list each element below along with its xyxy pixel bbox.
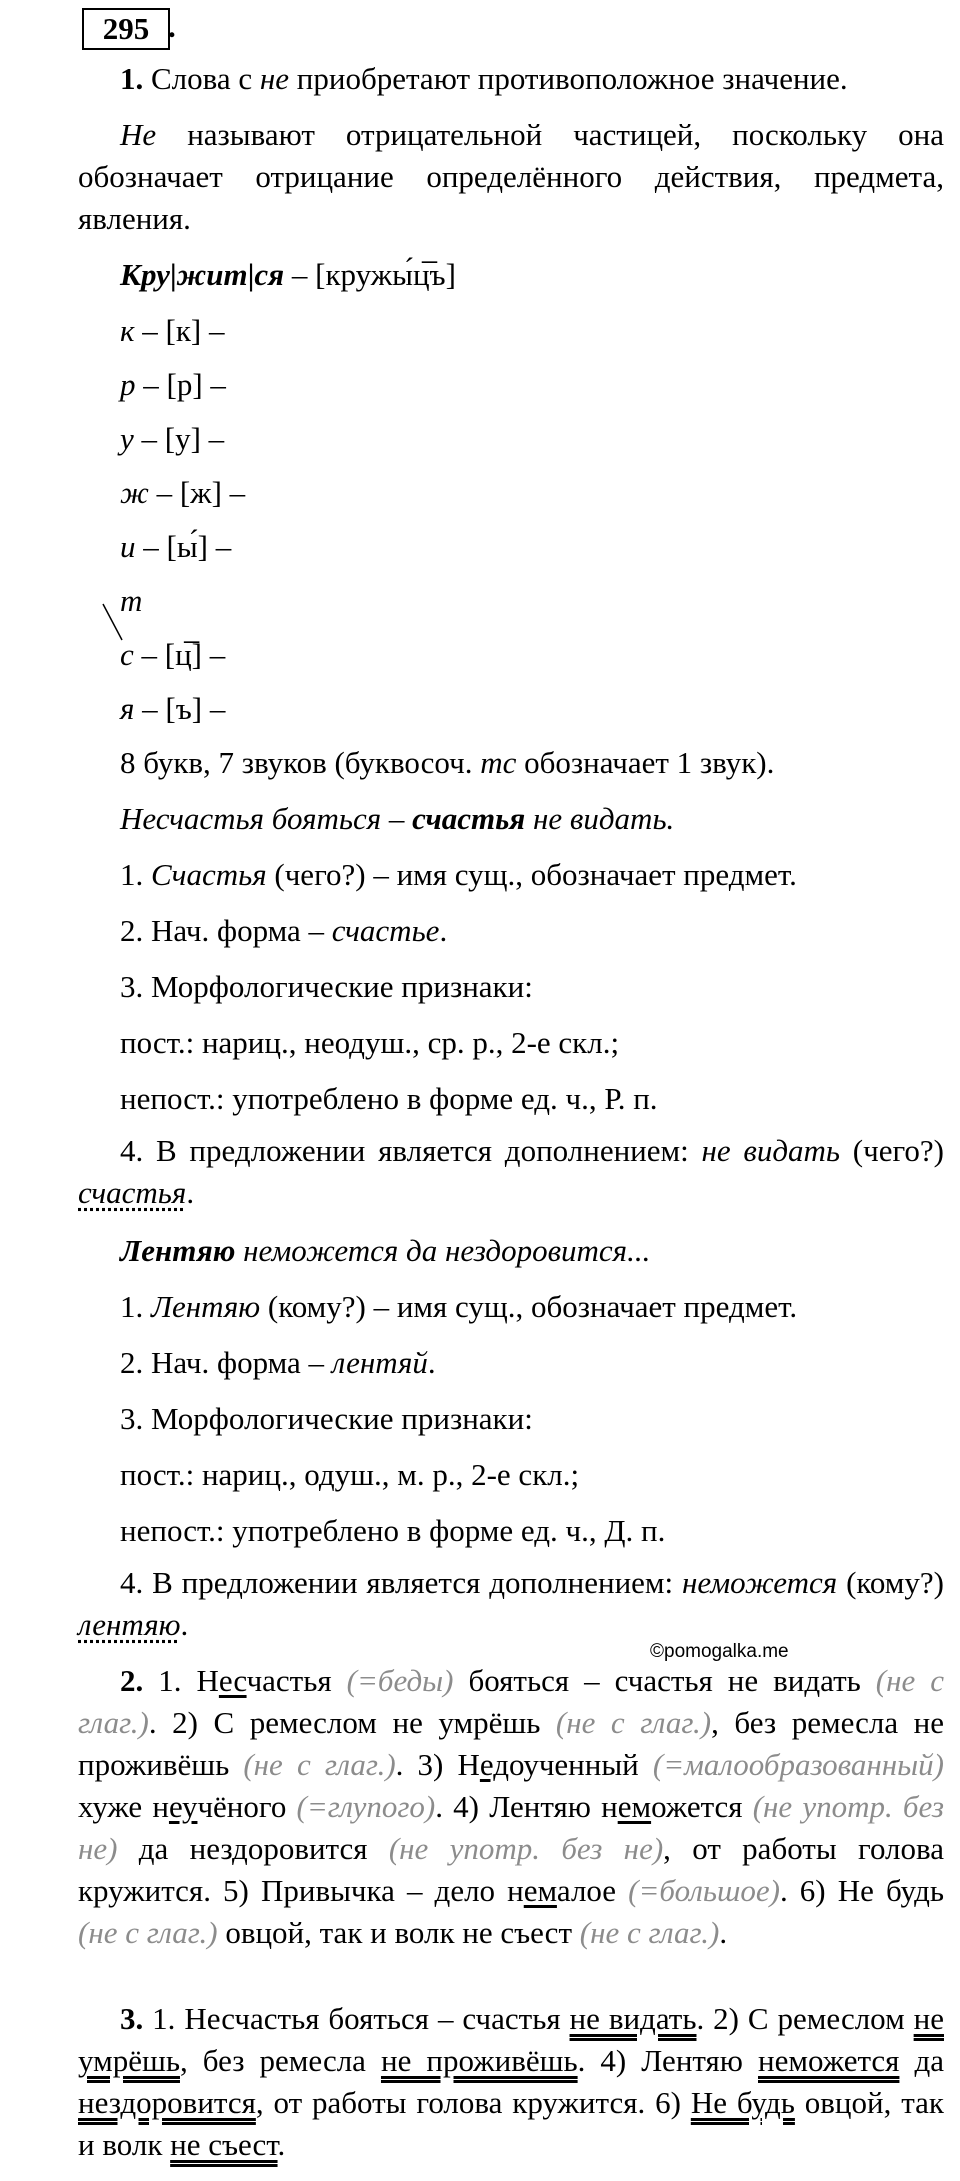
parse-1-item: 4. В предложении является дополнением: не видать (чего?) счастья. [78,1133,944,1210]
parse-1-item: непост.: употреблено в форме ед. ч., Р. п. [120,1081,658,1116]
count-line: 8 букв, 7 звуков (буквосоч. тс обозначает 1 звук). [120,745,775,780]
letter-row: и – [ы́] – [120,529,232,564]
word-part-c: ся [254,257,285,292]
word-part-a: Кру [120,257,170,292]
parse-1-item: пост.: нариц., неодуш., ср. р., 2-е скл.; [120,1025,620,1060]
task-number-box: 295 [82,8,170,50]
word-part-b: жит [176,257,248,292]
section-1-paragraph: 1. Слова с не приобретают противоположное значение. [120,61,848,96]
letter-row: р – [р] – [120,367,226,402]
parse-1-item: 2. Нач. форма – счастье. [120,913,448,948]
section-2-paragraph: 2. 1. Несчастья (=беды) бояться – счастья не видать (не с глаг.). 2) С ремеслом не умрёшь (не с глаг.), без ремесла не проживёшь (не с глаг.). 3) Недоученный (=малообразованный) хуже неучёного (=глупого). 4) Лентяю неможется (не употр. без не) да нездоровится (не употр. без не), от работы голова кружится. 5) Привычка – дело немалое (=большое). 6) Не будь (не с глаг.) овцой, так и волк не съест (не с глаг.). [78,1663,945,1950]
parse-2-item: 1. Лентяю (кому?) – имя сущ., обозначает предмет. [120,1289,798,1324]
proverb-2: Лентяю неможется да нездоровится... [120,1233,651,1268]
letter-row: я – [ъ] – [120,691,226,726]
letter-row: ж – [ж] – [120,475,246,510]
letter-row: т [120,583,143,618]
watermark: ©pomogalka.me [650,1641,789,1662]
parse-2-item: 2. Нач. форма – лентяй. [120,1345,436,1380]
letter-row: с – [ц̅] – [120,637,226,672]
letter-row: у – [у] – [120,421,225,456]
particle-paragraph: Не называют отрицательной частицей, поскольку она обозначает отрицание определённого действия, предмета, явления. [78,117,944,236]
section-1-label: 1. [120,61,144,96]
parse-2-item: пост.: нариц., одуш., м. р., 2-е скл.; [120,1457,580,1492]
parse-1-item: 3. Морфологические признаки: [120,969,533,1004]
letter-row: к – [к] – [120,313,225,348]
proverb-1: Несчастья бояться – счастья не видать. [120,801,675,836]
task-number-dot: . [168,9,176,44]
parse-2-item: 4. В предложении является дополнением: неможется (кому?) лентяю. [78,1565,944,1642]
parse-1-item: 1. Счастья (чего?) – имя сущ., обозначает предмет. [120,857,797,892]
parse-2-item: непост.: употреблено в форме ед. ч., Д. п. [120,1513,666,1548]
parse-2-item: 3. Морфологические признаки: [120,1401,533,1436]
transcription: – [кружы́ц̅ъ] [291,257,456,292]
word-parse-heading: Кру|жит|ся – [кружы́ц̅ъ] [120,257,456,292]
section-3-paragraph: 3. 1. Несчастья бояться – счастья не видать. 2) С ремеслом не умрёшь, без ремесла не проживёшь. 4) Лентяю неможется да нездоровится, от работы голова кружится. 6) Не будь овцой, так и волк не съест. [78,2001,944,2162]
